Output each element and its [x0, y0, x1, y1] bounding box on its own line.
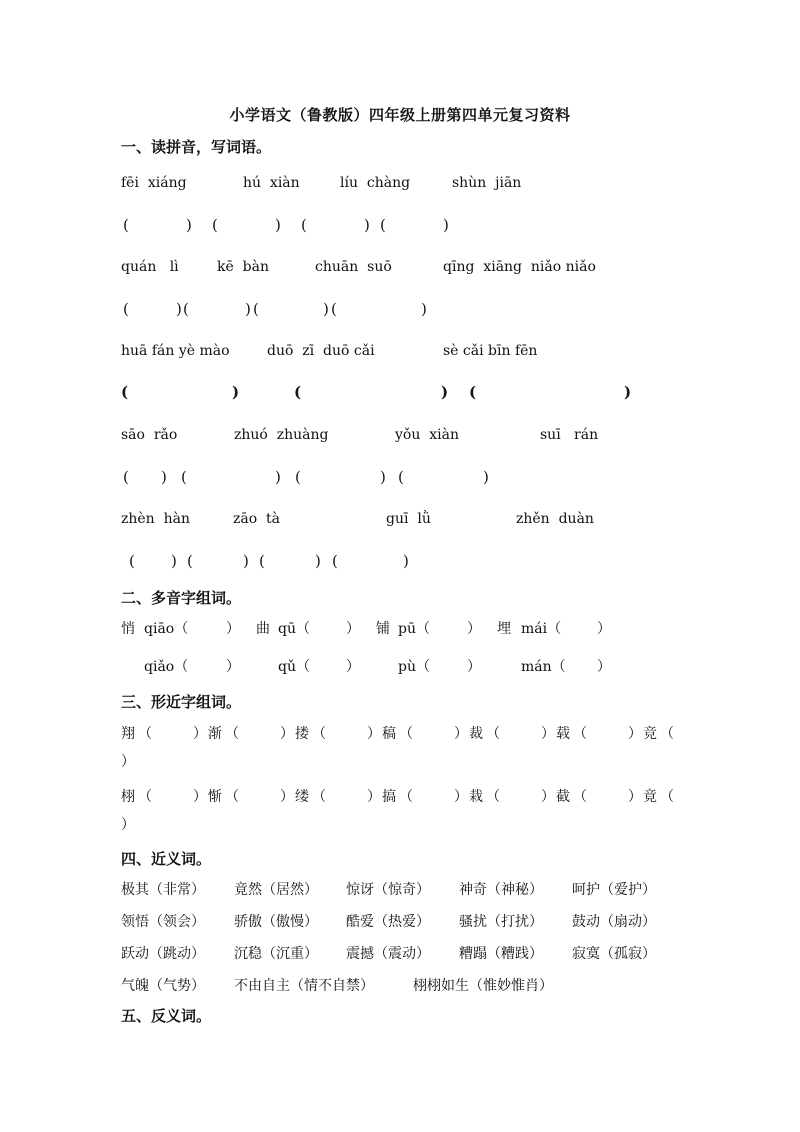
similar-char: 缕	[295, 789, 309, 805]
blank-open: (	[380, 216, 386, 234]
blank-close: )	[171, 552, 177, 570]
blank-close: )	[403, 552, 409, 570]
synonym-pair: 沉稳（沉重）	[234, 946, 318, 962]
blank-open: （	[225, 789, 239, 805]
blank-close: )	[323, 300, 329, 318]
pinyin: hú xiàn	[243, 175, 300, 191]
similar-char: 搞	[382, 789, 396, 805]
blank-open: (	[332, 552, 338, 570]
blank-close: )	[176, 300, 182, 318]
pinyin: qīng xiāng niǎo niǎo	[443, 259, 596, 275]
blank-open: (	[121, 383, 129, 401]
similar-char: 裁	[469, 726, 483, 742]
blank-open: （	[138, 789, 152, 805]
pinyin: mán（	[521, 659, 566, 675]
synonym-pair: 气魄（气势）	[121, 978, 205, 994]
similar-char: 渐	[208, 726, 222, 742]
blank-close: )	[421, 300, 427, 318]
blank-close: )	[364, 216, 370, 234]
blank-close: ）	[121, 817, 135, 833]
pinyin: pù（	[398, 659, 430, 675]
blank-open: （	[660, 726, 674, 742]
blank-open: （	[399, 726, 413, 742]
synonym-pair: 跃动（跳动）	[121, 946, 205, 962]
blank-close: )	[441, 383, 449, 401]
blank-close: ）	[226, 659, 240, 675]
pinyin: chuān suō	[315, 259, 392, 275]
blank-close: )	[186, 216, 192, 234]
section-5-heading: 五、反义词。	[121, 1007, 212, 1025]
pinyin: qiāo（	[144, 621, 189, 637]
blank-open: (	[294, 383, 302, 401]
pinyin: zhèn hàn	[121, 511, 190, 527]
document-title: 小学语文（鲁教版）四年级上册第四单元复习资料	[229, 106, 571, 124]
synonym-pair: 呵护（爱护）	[572, 882, 656, 898]
synonym-pair: 震撼（震动）	[346, 946, 430, 962]
blank-open: (	[123, 300, 129, 318]
section-1-heading: 一、读拼音，写词语。	[121, 138, 272, 156]
blank-close: ）	[597, 659, 611, 675]
similar-char: 竟	[643, 789, 657, 805]
pinyin: yǒu xiàn	[395, 427, 459, 443]
pinyin: quán lì	[121, 259, 179, 275]
blank-close: ）	[346, 659, 360, 675]
synonym-pair: 酷爱（热爱）	[346, 914, 430, 930]
synonym-pair: 极其（非常）	[121, 882, 205, 898]
blank-close: ）	[193, 726, 207, 742]
blank-close: ）	[280, 726, 294, 742]
blank-open: （	[486, 789, 500, 805]
blank-close: ）	[226, 621, 240, 637]
pinyin: mái（	[521, 621, 562, 637]
pinyin: fēi xiáng	[121, 175, 187, 191]
polyphone-char: 曲	[256, 621, 270, 637]
synonym-pair: 寂寞（孤寂）	[572, 946, 656, 962]
polyphone-char: 埋	[497, 621, 511, 637]
similar-char: 竞	[643, 726, 657, 742]
pinyin: guī lǜ	[386, 511, 431, 527]
blank-close: ）	[541, 789, 555, 805]
synonym-pair: 惊讶（惊奇）	[346, 882, 430, 898]
pinyin: qū（	[278, 621, 310, 637]
blank-open: (	[123, 468, 129, 486]
blank-close: )	[243, 552, 249, 570]
blank-close: )	[275, 216, 281, 234]
blank-close: )	[380, 468, 386, 486]
blank-close: ）	[467, 621, 481, 637]
blank-open: (	[183, 300, 189, 318]
blank-close: )	[624, 383, 632, 401]
blank-close: ）	[454, 726, 468, 742]
blank-close: )	[275, 468, 281, 486]
blank-close: ）	[454, 789, 468, 805]
polyphone-char: 悄	[121, 621, 135, 637]
blank-open: (	[259, 552, 265, 570]
pinyin: zhěn duàn	[516, 511, 594, 527]
pinyin: sāo rǎo	[121, 427, 178, 443]
blank-close: ）	[280, 789, 294, 805]
section-4-heading: 四、近义词。	[121, 850, 212, 868]
blank-open: （	[660, 789, 674, 805]
blank-close: )	[161, 468, 167, 486]
blank-close: ）	[121, 754, 135, 770]
blank-close: ）	[541, 726, 555, 742]
blank-close: )	[483, 468, 489, 486]
similar-char: 稿	[382, 726, 396, 742]
blank-close: ）	[628, 726, 642, 742]
pinyin: kē bàn	[217, 259, 269, 275]
blank-close: ）	[367, 789, 381, 805]
similar-char: 载	[556, 726, 570, 742]
pinyin: suī rán	[540, 427, 599, 443]
pinyin: zhuó zhuàng	[234, 427, 329, 443]
synonym-pair: 栩栩如生（惟妙惟肖）	[413, 978, 553, 994]
blank-open: (	[398, 468, 404, 486]
blank-open: (	[187, 552, 193, 570]
similar-char: 截	[556, 789, 570, 805]
blank-open: （	[225, 726, 239, 742]
blank-close: )	[315, 552, 321, 570]
blank-open: （	[573, 789, 587, 805]
similar-char: 搂	[295, 726, 309, 742]
blank-close: )	[245, 300, 251, 318]
similar-char: 栽	[469, 789, 483, 805]
blank-open: (	[212, 216, 218, 234]
blank-open: (	[295, 468, 301, 486]
pinyin: zāo tà	[233, 511, 281, 527]
blank-close: ）	[467, 659, 481, 675]
blank-open: （	[573, 726, 587, 742]
blank-open: （	[312, 789, 326, 805]
blank-close: )	[232, 383, 240, 401]
pinyin: líu chàng	[340, 175, 411, 191]
blank-close: ）	[367, 726, 381, 742]
blank-open: (	[129, 552, 135, 570]
blank-close: )	[443, 216, 449, 234]
blank-open: （	[312, 726, 326, 742]
synonym-pair: 鼓动（扇动）	[572, 914, 656, 930]
blank-open: (	[123, 216, 129, 234]
pinyin: sè cǎi bīn fēn	[443, 343, 538, 359]
section-3-heading: 三、形近字组词。	[121, 693, 242, 711]
blank-close: ）	[346, 621, 360, 637]
synonym-pair: 骄傲（傲慢）	[234, 914, 318, 930]
synonym-pair: 骚扰（打扰）	[459, 914, 543, 930]
synonym-pair: 糟蹋（糟践）	[459, 946, 543, 962]
pinyin: shùn jiān	[452, 175, 522, 191]
blank-close: ）	[193, 789, 207, 805]
blank-open: （	[399, 789, 413, 805]
synonym-pair: 不由自主（情不自禁）	[234, 978, 374, 994]
similar-char: 栩	[121, 789, 135, 805]
polyphone-char: 铺	[376, 621, 390, 637]
blank-open: (	[301, 216, 307, 234]
blank-open: (	[253, 300, 259, 318]
blank-close: ）	[597, 621, 611, 637]
pinyin: qǔ（	[278, 659, 310, 675]
synonym-pair: 神奇（神秘）	[459, 882, 543, 898]
pinyin: qiǎo（	[144, 659, 189, 675]
pinyin: pū（	[398, 621, 430, 637]
synonym-pair: 竟然（居然）	[234, 882, 318, 898]
blank-open: （	[486, 726, 500, 742]
section-2-heading: 二、多音字组词。	[121, 589, 242, 607]
pinyin: duō zī duō cǎi	[267, 343, 375, 359]
blank-open: （	[138, 726, 152, 742]
similar-char: 惭	[208, 789, 222, 805]
synonym-pair: 领悟（领会）	[121, 914, 205, 930]
similar-char: 翔	[121, 726, 135, 742]
blank-close: ）	[628, 789, 642, 805]
pinyin: huā fán yè mào	[121, 343, 230, 359]
blank-open: (	[181, 468, 187, 486]
blank-open: (	[469, 383, 477, 401]
blank-open: (	[331, 300, 337, 318]
